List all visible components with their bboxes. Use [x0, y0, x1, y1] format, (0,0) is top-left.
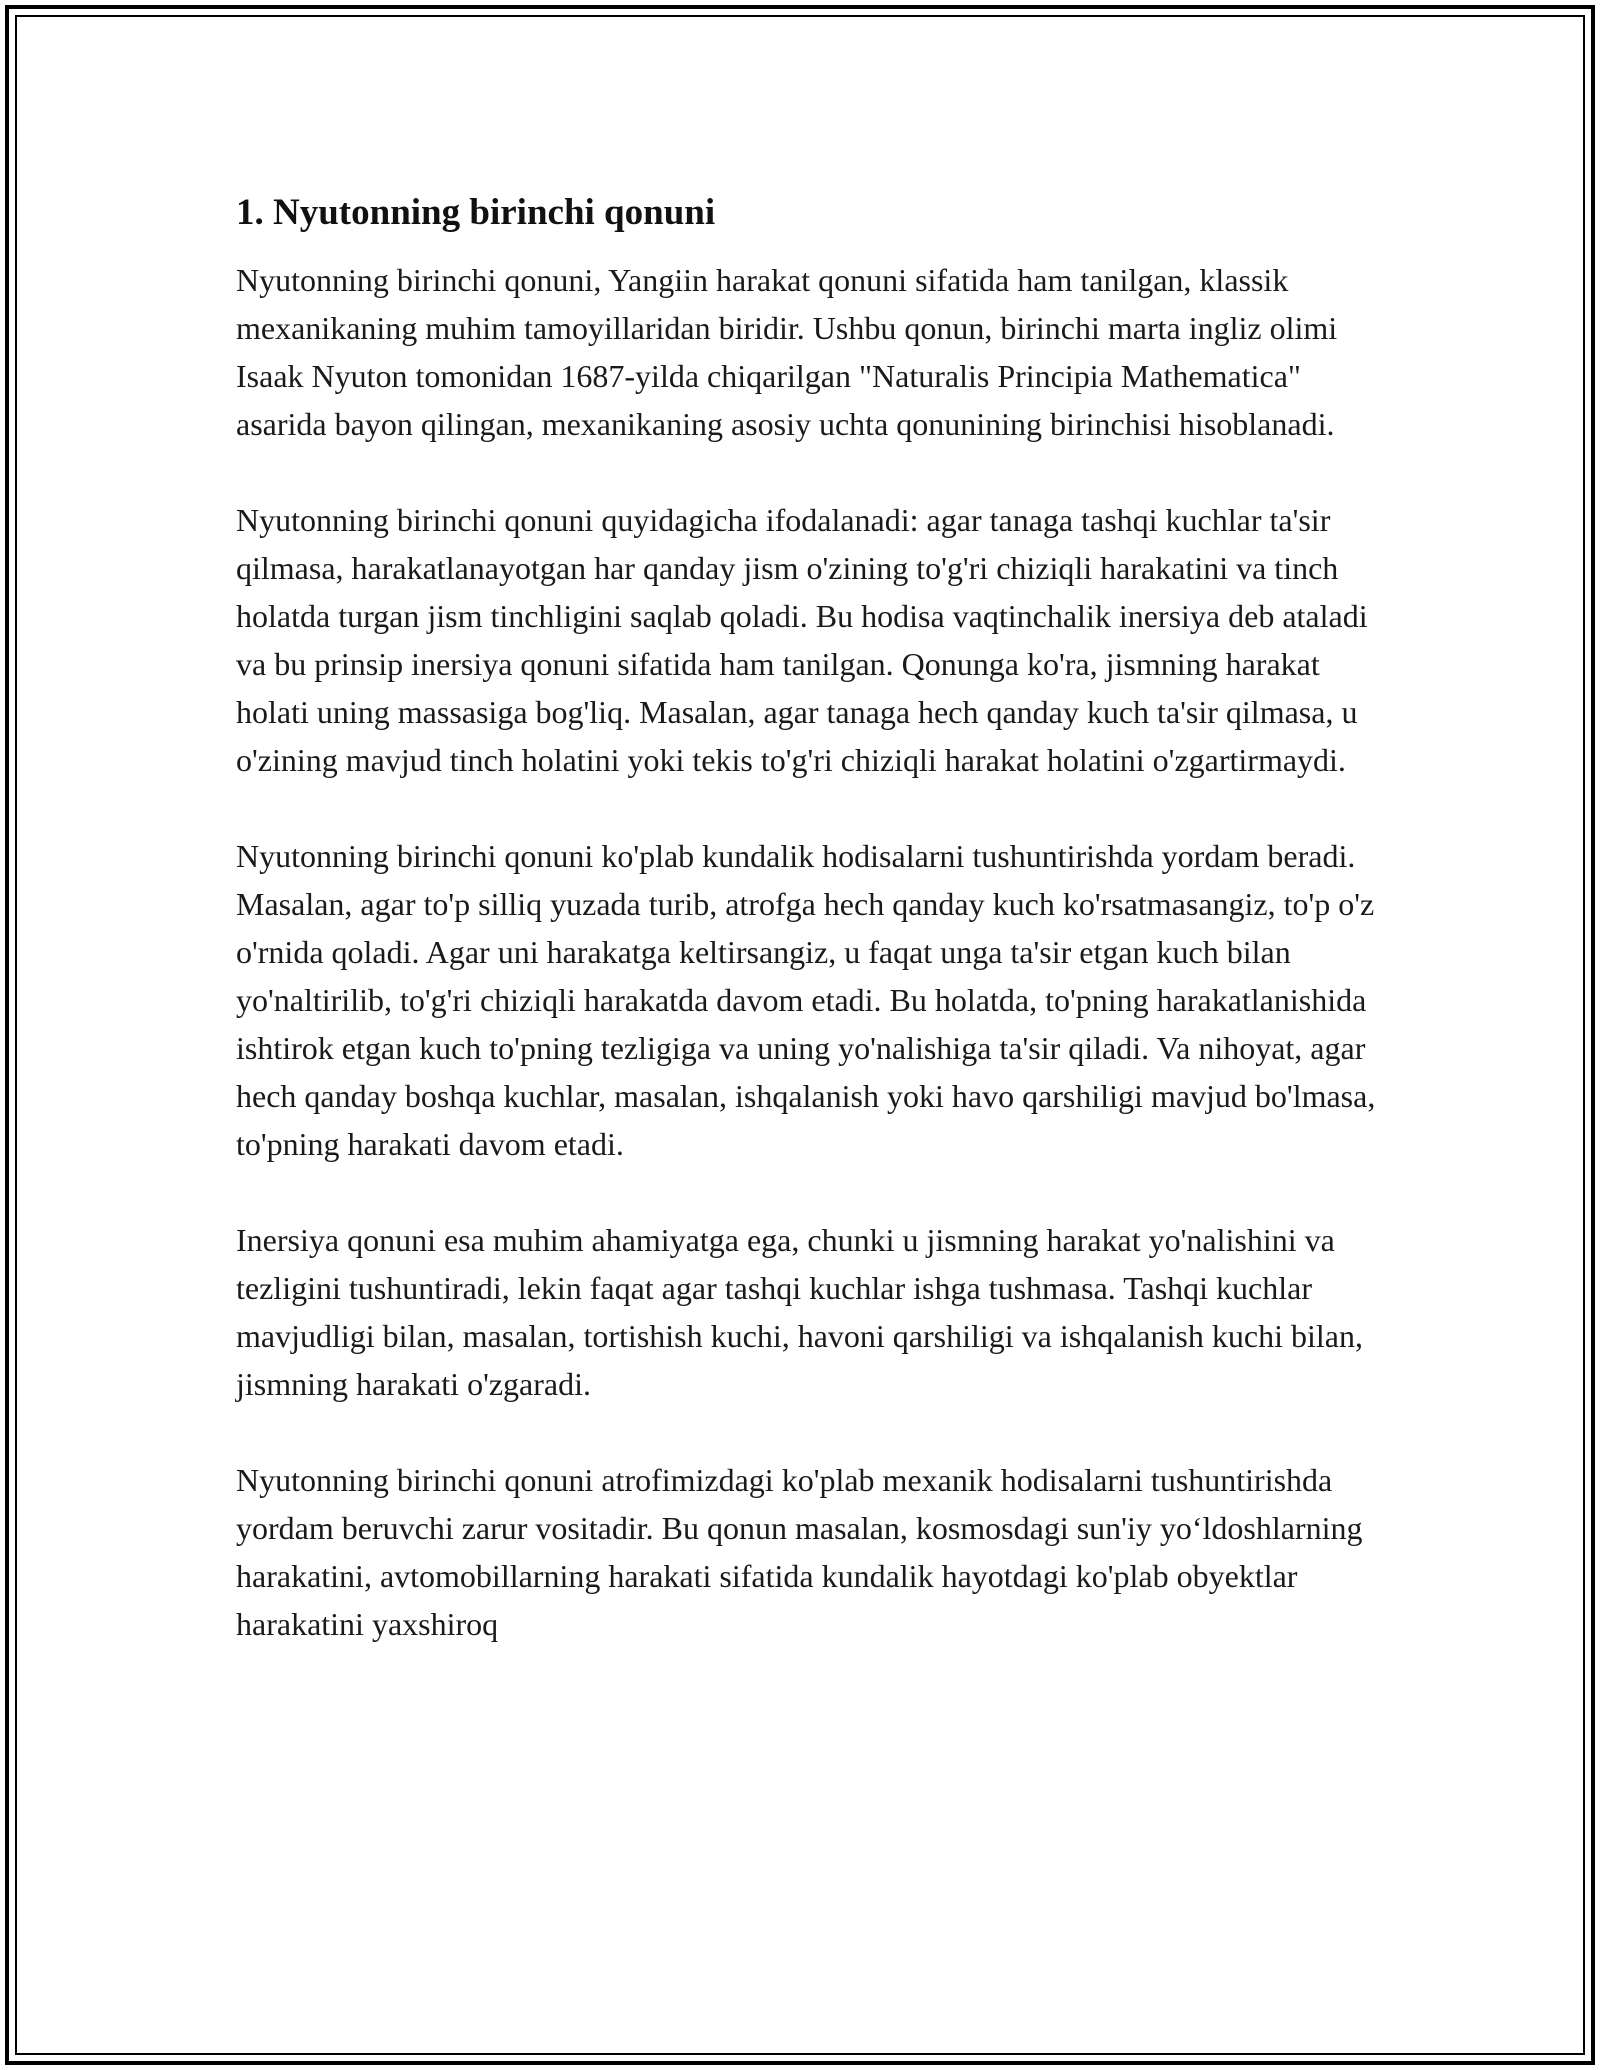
paragraph-4: Inersiya qonuni esa muhim ahamiyatga ega, chunki u jismning harakat yo'nalishini va tezligini tushuntiradi, lekin faqat agar tashqi kuchlar ishga tushmasa. Tashqi kuchlar mavjudligi bilan, masalan, tortishish kuchi, havoni qarshiligi va ishqalanish kuchi bilan, jismning harakati o'zgaradi.: [236, 1222, 1363, 1402]
document-body: [236, 190, 1396, 1696]
paragraph-3: Nyutonning birinchi qonuni ko'plab kundalik hodisalarni tushuntirishda yordam beradi. Masalan, agar to'p silliq yuzada turib, atrofga hech qanday kuch ko'rsatmasangiz, to'p o'z o'rnida qoladi. Agar uni harakatga keltirsangiz, u faqat unga ta'sir etgan kuch bilan yo'naltirilib, to'g'ri chiziqli harakatda davom etadi. Bu holatda, to'pning harakatlanishida ishtirok etgan kuch to'pning tezligiga va uning yo'nalishiga ta'sir qiladi. Va nihoyat, agar hech qanday boshqa kuchlar, masalan, ishqalanish yoki havo qarshiligi mavjud bo'lmasa, to'pning harakati davom etadi.: [236, 838, 1376, 1162]
paragraph-2: Nyutonning birinchi qonuni quyidagicha ifodalanadi: agar tanaga tashqi kuchlar ta'sir qilmasa, harakatlanayotgan har qanday jism o'zining to'g'ri chiziqli harakatini va tinch holatda turgan jism tinchligini saqlab qoladi. Bu hodisa vaqtinchalik inersiya deb ataladi va bu prinsip inersiya qonuni sifatida ham tanilgan. Qonunga ko'ra, jismning harakat holati uning massasiga bog'liq. Masalan, agar tanaga hech qanday kuch ta'sir qilmasa, u o'zining mavjud tinch holatini yoki tekis to'g'ri chiziqli harakat holatini o'zgartirmaydi.: [236, 502, 1368, 778]
paragraph-5: Nyutonning birinchi qonuni atrofimizdagi ko'plab mexanik hodisalarni tushuntirishda yordam beruvchi zarur vositadir. Bu qonun masalan, kosmosdagi sun'iy yo‘ldoshlarning harakatini, avtomobillarning harakati sifatida kundalik hayotdagi ko'plab obyektlar harakatini yaxshiroq: [236, 1462, 1363, 1642]
paragraph-1: Nyutonning birinchi qonuni, Yangiin harakat qonuni sifatida ham tanilgan, klassik mexanikaning muhim tamoyillaridan biridir. Ushbu qonun, birinchi marta ingliz olimi Isaak Nyuton tomonidan 1687-yilda chiqarilgan "Naturalis Principia Mathematica" asarida bayon qilingan, mexanikaning asosiy uchta qonunining birinchisi hisoblanadi.: [236, 262, 1338, 442]
section-heading: 1. Nyutonning birinchi qonuni: [236, 192, 716, 233]
